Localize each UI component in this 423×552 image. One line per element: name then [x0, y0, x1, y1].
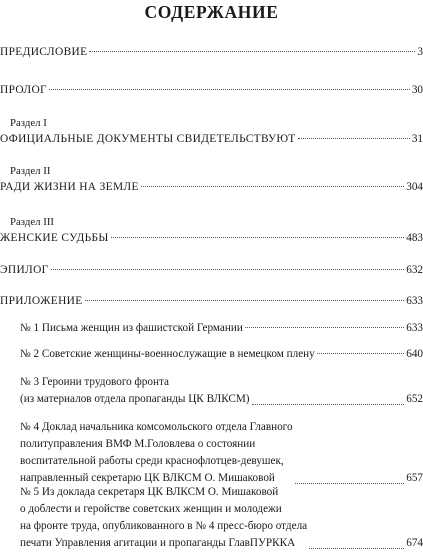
dot-leader: [85, 300, 405, 301]
toc-entry-text: на фронте труда, опубликованного в № 4 пресс-бюро отдела: [20, 520, 308, 532]
toc-entry-prologue[interactable]: [0, 82, 423, 99]
toc-entry-appendix[interactable]: [0, 293, 423, 310]
dot-leader: [141, 186, 404, 187]
page-title: СОДЕРЖАНИЕ: [144, 2, 279, 22]
section-label: Раздел II: [10, 165, 51, 177]
dot-leader: [89, 51, 415, 52]
toc-entry-text: № 1 Письма женщин из фашистской Германии: [20, 322, 243, 334]
toc-entry-epilogue[interactable]: [0, 262, 423, 279]
toc-appendix-item-3[interactable]: [0, 374, 423, 408]
toc-page-number: 633: [406, 322, 423, 334]
toc-entry-text: печати Управления агитации и пропаганды ГлавПУРККА: [20, 537, 296, 549]
toc-page-number: 304: [406, 181, 423, 193]
dot-leader: [49, 89, 410, 90]
toc-entry-text: ПРОЛОГ: [0, 84, 47, 96]
toc-entry-text: № 4 Доклад начальника комсомольского отдела Главного: [20, 421, 293, 433]
toc-entry-text: № 3 Героини трудового фронта: [20, 376, 169, 388]
toc-page-number: 31: [411, 133, 423, 145]
toc-page-number: 640: [406, 348, 423, 360]
toc-entry-text: ПРЕДИСЛОВИЕ: [0, 46, 88, 58]
toc-appendix-item-1[interactable]: [0, 320, 423, 337]
toc-page-number: 674: [406, 537, 423, 549]
dot-leader: [309, 548, 404, 549]
toc-page-number: 652: [406, 393, 423, 405]
toc-page-number: 30: [411, 84, 423, 96]
toc-page-number: 633: [406, 295, 423, 307]
toc-appendix-item-5[interactable]: [0, 484, 423, 552]
toc-entry-text: (из материалов отдела пропаганды ЦК ВЛКСМ): [20, 393, 250, 405]
section-label: Раздел III: [10, 216, 55, 228]
dot-leader: [298, 138, 410, 139]
toc-entry-text: № 2 Советские женщины-военнослужащие в немецком плену: [20, 348, 315, 360]
toc-entry-preface[interactable]: [0, 44, 423, 61]
toc-entry-text: ПРИЛОЖЕНИЕ: [0, 295, 83, 307]
toc-page-number: 657: [406, 472, 423, 484]
toc-entry-text: политуправления ВМФ М.Головлева о состоянии: [20, 438, 256, 450]
toc-page-number: 3: [417, 46, 423, 58]
toc-entry-text: воспитательной работы среди краснофлотцев-девушек,: [20, 455, 284, 467]
toc-entry-text: ЖЕНСКИЕ СУДЬБЫ: [0, 232, 109, 244]
toc-entry-text: РАДИ ЖИЗНИ НА ЗЕМЛЕ: [0, 181, 139, 193]
section-label: Раздел I: [10, 117, 47, 129]
toc-entry-text: ОФИЦИАЛЬНЫЕ ДОКУМЕНТЫ СВИДЕТЕЛЬСТВУЮТ: [0, 133, 296, 145]
toc-appendix-item-4[interactable]: [0, 419, 423, 487]
toc-entry-text: о доблести и геройстве советских женщин и молодежи: [20, 503, 282, 515]
toc-entry-section-2[interactable]: [0, 163, 423, 196]
toc-page-number: 483: [406, 232, 423, 244]
dot-leader: [252, 404, 405, 405]
dot-leader: [317, 353, 404, 354]
dot-leader: [111, 237, 405, 238]
dot-leader: [245, 327, 404, 328]
toc-page-number: 632: [406, 264, 423, 276]
toc-entry-text: ЭПИЛОГ: [0, 264, 49, 276]
toc-entry-section-1[interactable]: [0, 115, 423, 148]
toc-entry-section-3[interactable]: [0, 214, 423, 247]
dot-leader: [51, 269, 405, 270]
toc-entry-text: направленный секретарю ЦК ВЛКСМ О. Мишаковой: [20, 472, 275, 484]
toc-appendix-item-2[interactable]: [0, 346, 423, 363]
toc-entry-text: № 5 Из доклада секретаря ЦК ВЛКСМ О. Мишаковой: [20, 486, 279, 498]
